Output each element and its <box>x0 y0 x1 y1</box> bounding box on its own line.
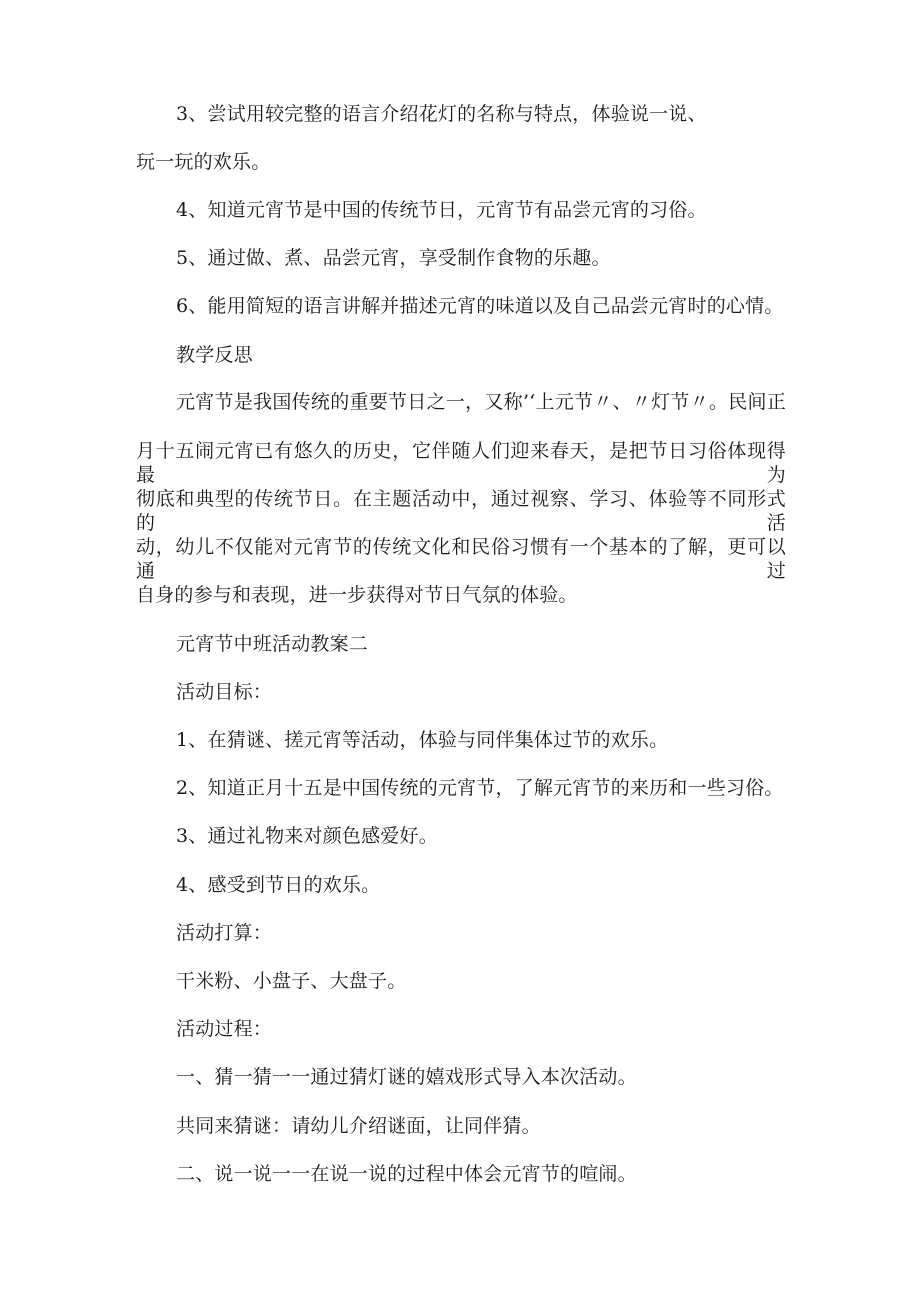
list-item-goal-4: 4、知道元宵节是中国的传统节日，元宵节有品尝元宵的习俗。 <box>176 199 707 221</box>
list-item-goal-6: 6、能用简短的语言讲解并描述元宵的味道以及自己品尝元宵时的心情。 <box>176 295 784 317</box>
process-step-1-detail: 共同来猜谜：请幼儿介绍谜面，让同伴猜。 <box>176 1115 541 1137</box>
paragraph-line: 自身的参与和表现，进一步获得对节日气氛的体验。 <box>136 584 578 606</box>
section-heading-preparation: 活动打算： <box>176 922 273 944</box>
list-item-goal-3-continued: 玩一玩的欢乐。 <box>136 151 271 173</box>
list-item-goal-4b: 4、感受到节日的欢乐。 <box>176 874 381 896</box>
list-item-goal-3b: 3、通过礼物来对颜色感爱好。 <box>176 825 438 847</box>
section-heading-plan-two: 元宵节中班活动教案二 <box>176 633 369 655</box>
process-step-2: 二、说一说一一在说一说的过程中体会元宵节的喧闹。 <box>176 1163 637 1185</box>
paragraph-line: 月十五闹元宵已有悠久的历史，它伴随人们迎来春天，是把节日习俗体现得最为 <box>136 440 786 486</box>
list-item-goal-3: 3、尝试用较完整的语言介绍花灯的名称与特点，体验说一说、 <box>176 103 707 125</box>
process-step-1: 一、猜一猜一一通过猜灯谜的嬉戏形式导入本次活动。 <box>176 1066 637 1088</box>
section-heading-process: 活动过程： <box>176 1018 273 1040</box>
paragraph-line: 彻底和典型的传统节日。在主题活动中，通过视察、学习、体验等不同形式的活 <box>136 488 786 534</box>
list-item-goal-1: 1、在猜谜、搓元宵等活动，体验与同伴集体过节的欢乐。 <box>176 729 669 751</box>
list-item-goal-5: 5、通过做、煮、品尝元宵，享受制作食物的乐趣。 <box>176 247 611 269</box>
list-item-goal-2: 2、知道正月十五是中国传统的元宵节，了解元宵节的来历和一些习俗。 <box>176 777 784 799</box>
paragraph-line: 元宵节是我国传统的重要节日之一，又称’‘上元节〃、〃灯节〃。民间正 <box>176 391 786 413</box>
materials-line: 干米粉、小盘子、大盘子。 <box>176 970 407 992</box>
section-heading-goals: 活动目标： <box>176 681 273 703</box>
paragraph-line: 动，幼儿不仅能对元宵节的传统文化和民俗习惯有一个基本的了解，更可以通过 <box>136 536 786 582</box>
section-heading-reflection: 教学反思 <box>176 344 253 366</box>
